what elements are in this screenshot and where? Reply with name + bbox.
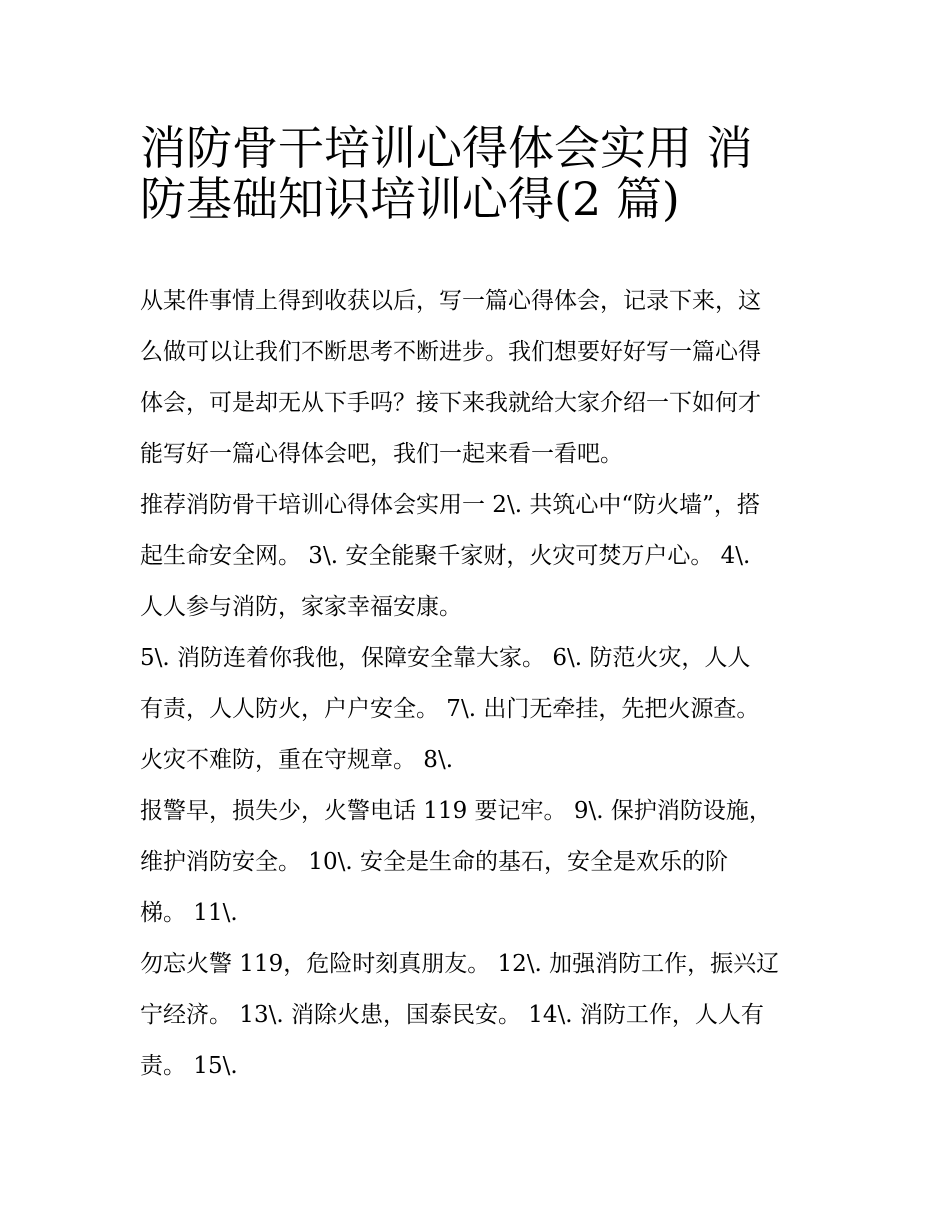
- text-line: 起生命安全网。 3\. 安全能聚千家财，火灾可焚万户心。 4\.: [140, 543, 751, 569]
- document-title: [140, 112, 830, 226]
- title-line: 消防骨干培训心得体会实用 消: [140, 121, 753, 175]
- paragraph-slogans-3: [140, 786, 812, 939]
- text-line: 体会，可是却无从下手吗？接下来我就给大家介绍一下如何才: [140, 390, 761, 416]
- text-line: 有责，人人防火，户户安全。 7\. 出门无牵挂，先把火源查。: [140, 696, 760, 722]
- text-line: 责。 15\.: [140, 1053, 238, 1079]
- document-body: [140, 276, 812, 1092]
- paragraph-slogans-1: [140, 480, 812, 633]
- text-line: 5\. 消防连着你我他，保障安全靠大家。 6\. 防范火灾，人人: [140, 645, 751, 671]
- text-line: 勿忘火警 119，危险时刻真朋友。 12\. 加强消防工作，振兴辽: [140, 951, 780, 977]
- title-line: 防基础知识培训心得(2 篇): [140, 172, 680, 226]
- text-line: 从某件事情上得到收获以后，写一篇心得体会，记录下来，这: [140, 288, 761, 314]
- text-line: 梯。 11\.: [140, 900, 238, 926]
- text-line: 维护消防安全。 10\. 安全是生命的基石，安全是欢乐的阶: [140, 849, 728, 875]
- text-line: 宁经济。 13\. 消除火患，国泰民安。 14\. 消防工作，人人有: [140, 1002, 764, 1028]
- paragraph-slogans-4: [140, 939, 812, 1092]
- text-line: 推荐消防骨干培训心得体会实用一 2\. 共筑心中“防火墙”，搭: [140, 492, 760, 518]
- paragraph-intro: [140, 276, 812, 480]
- text-line: 人人参与消防，家家幸福安康。: [140, 594, 462, 620]
- text-line: 么做可以让我们不断思考不断进步。我们想要好好写一篇心得: [140, 339, 761, 365]
- text-line: 报警早，损失少，火警电话 119 要记牢。 9\. 保护消防设施，: [140, 798, 772, 824]
- text-line: 能写好一篇心得体会吧，我们一起来看一看吧。: [140, 441, 623, 467]
- text-line: 火灾不难防，重在守规章。 8\.: [140, 747, 454, 773]
- paragraph-slogans-2: [140, 633, 812, 786]
